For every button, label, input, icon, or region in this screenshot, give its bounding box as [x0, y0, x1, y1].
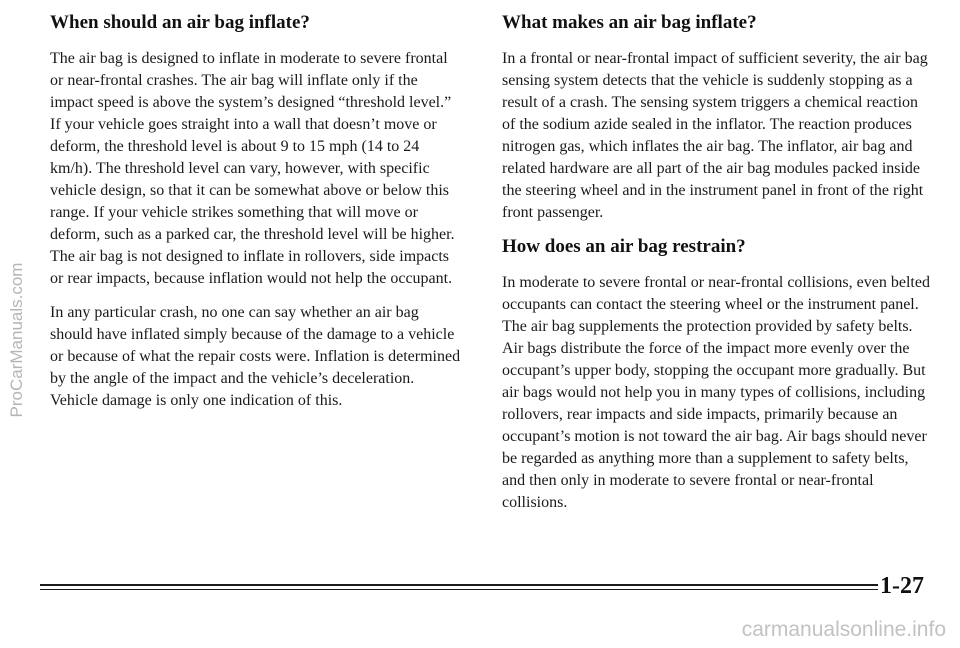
paragraph-restrain: In moderate to severe frontal or near-frontal collisions, even belted occupants can contact the steering wheel or the instrument panel. The air bag supplements the protection provided by safety belts. Air bags distribute the force of the impact more evenly over the occupant’s upper body, stopping the occupant more gradually. But air bags would not help you in many types of collisions, including rollovers, rear impacts and side impacts, primarily because an occupant’s motion is not toward the air bag. Air bags should never be regarded as anything more than a supplement to safety belts, and then only in moderate to severe frontal or near-frontal collisions. — [502, 274, 930, 511]
footer-rule-thick — [40, 584, 878, 586]
heading-how-restrain: How does an air bag restrain? — [502, 236, 746, 257]
heading-what-makes-inflate: What makes an air bag inflate? — [502, 12, 757, 33]
footer-rule-thin — [40, 589, 878, 590]
side-watermark — [2, 210, 32, 470]
paragraph-threshold: The air bag is designed to inflate in moderate to severe frontal or near-frontal crashes. The air bag will inflate only if the impact speed is above the system’s designed “threshold level.” If your vehicle goes straight into a wall that doesn’t move or deform, the threshold level is about 9 to 15 mph (14 to 24 km/h). The threshold level can vary, however, with specific vehicle design, so that it can be somewhat above or below this range. If your vehicle strikes something that will move or deform, such as a parked car, the threshold level will be higher. The air bag is not designed to inflate in rollovers, side impacts or rear impacts, because inflation would not help the occupant. — [50, 50, 455, 287]
side-watermark-text: ProCarManuals.com — [7, 262, 26, 418]
heading-when-inflate: When should an air bag inflate? — [50, 12, 310, 33]
footer-watermark: carmanualsonline.info — [741, 618, 946, 641]
left-column — [50, 12, 462, 424]
paragraph-sensing-system: In a frontal or near-frontal impact of sufficient severity, the air bag sensing system detects that the vehicle is suddenly stopping as a result of a crash. The sensing system triggers a chemical reaction of the sodium azide sealed in the inflator. The reaction produces nitrogen gas, which inflates the air bag. The inflator, air bag and related hardware are all part of the air bag modules packed inside the steering wheel and in the instrument panel in front of the right front passenger. — [502, 50, 928, 221]
page-number: 1-27 — [880, 573, 924, 599]
footer-rule — [40, 584, 878, 590]
paragraph-crash-inflation: In any particular crash, no one can say whether an air bag should have inflated simply because of the damage to a vehicle or because of what the repair costs were. Inflation is determined by the angle of the impact and the vehicle’s deceleration. Vehicle damage is only one indication of this. — [50, 304, 461, 409]
right-column — [502, 12, 932, 526]
